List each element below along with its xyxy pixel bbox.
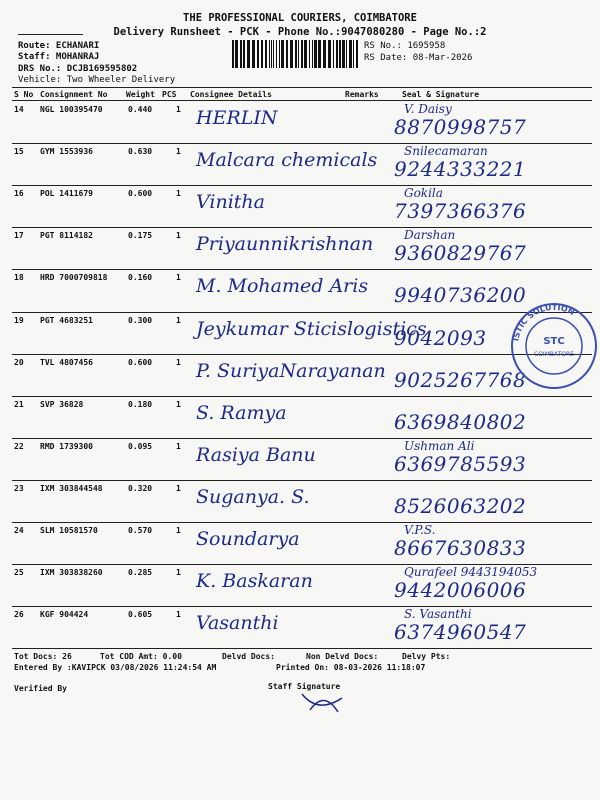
row-separator [12, 185, 592, 186]
row-signature-name: V.P.S. [404, 523, 436, 537]
total-cod: Tot COD Amt: 0.00 [100, 652, 182, 661]
row-separator [12, 396, 592, 397]
row-separator [12, 354, 592, 355]
route-scribble [18, 34, 83, 35]
row-consignee-handwritten: Suganya. S. [196, 485, 310, 508]
col-weight: Weight [126, 90, 155, 99]
row-phone-handwritten: 9025267768 [394, 367, 527, 392]
row-signature-name: Qurafeel 9443194053 [404, 565, 538, 580]
row-weight: 0.440 [128, 105, 153, 114]
row-sno: 24 [14, 526, 24, 535]
row-consignment-no: IXM 303844548 [40, 483, 103, 493]
row-phone-handwritten: 9940736200 [394, 283, 527, 308]
row-sno: 17 [14, 231, 24, 241]
printed-on: Printed On: 08-03-2026 11:18:07 [276, 663, 426, 672]
table-header-rule [12, 100, 592, 101]
row-consignee-handwritten: M. Mohamed Aris [196, 275, 369, 298]
rs-number: RS No.: 1695958 [364, 41, 446, 51]
row-separator [12, 269, 592, 270]
col-consignment: Consignment No [40, 90, 108, 99]
row-consignment-no: PGT 8114182 [40, 231, 93, 241]
company-seal [508, 300, 600, 392]
staff-label: Staff: MOHANRAJ [18, 52, 100, 62]
row-weight: 0.095 [128, 441, 153, 451]
delivery-points: Delvy Pts: [402, 652, 451, 661]
row-weight: 0.600 [128, 357, 153, 367]
company-title: THE PROFESSIONAL COURIERS, COIMBATORE [183, 12, 417, 24]
row-signature-name: S. Vasanthi [404, 607, 472, 622]
drs-label: DRS No.: DCJB169595802 [18, 64, 138, 74]
row-sno: 18 [14, 273, 24, 283]
row-phone-handwritten: 7397366376 [394, 199, 527, 224]
seal-city-text: COIMBATORE [534, 351, 574, 358]
row-phone-handwritten: 9042093 [394, 325, 487, 350]
row-separator [12, 227, 592, 228]
row-sno: 22 [14, 441, 24, 451]
row-consignee-handwritten: HERLIN [196, 107, 278, 129]
row-weight: 0.605 [128, 610, 153, 620]
row-consignee-handwritten: Jeykumar Sticislogistics [196, 317, 427, 340]
row-pcs: 1 [176, 231, 181, 241]
row-separator [12, 480, 592, 481]
row-sno: 23 [14, 483, 24, 493]
row-pcs: 1 [176, 105, 181, 114]
row-consignee-handwritten: Vasanthi [196, 612, 279, 635]
row-phone-handwritten: 6369785593 [394, 451, 527, 476]
total-docs: Tot Docs: 26 [14, 652, 72, 661]
non-delivered-docs: Non Delvd Docs: [306, 652, 379, 661]
col-consignee: Consignee Details [190, 90, 272, 99]
rs-date: RS Date: 08-Mar-2026 [364, 53, 473, 63]
row-sno: 25 [14, 568, 24, 578]
row-consignee-handwritten: Priyaunnikrishnan [196, 233, 374, 256]
row-consignment-no: RMD 1739300 [40, 441, 93, 451]
row-signature-name: V. Daisy [404, 102, 452, 116]
staff-signature-scribble [298, 688, 348, 720]
row-consignment-no: PGT 4683251 [40, 315, 93, 325]
row-consignment-no: SLM 10581570 [40, 526, 98, 535]
row-consignee-handwritten: P. SuriyaNarayanan [196, 359, 386, 382]
staff-signature-label: Staff Signature [268, 682, 341, 691]
row-consignee-handwritten: Malcara chemicals [196, 149, 378, 172]
entered-by: Entered By :KAVIPCK 03/08/2026 11:24:54 AM [14, 663, 217, 672]
row-phone-handwritten: 8526063202 [394, 493, 527, 518]
footer-rule [12, 648, 592, 649]
row-weight: 0.320 [128, 483, 153, 493]
row-signature-name: Snilecamaran [404, 144, 488, 159]
row-weight: 0.300 [128, 315, 153, 325]
row-separator [12, 522, 592, 523]
row-consignee-handwritten: Rasiya Banu [196, 443, 316, 466]
row-sno: 21 [14, 399, 24, 409]
row-pcs: 1 [176, 147, 181, 157]
row-weight: 0.160 [128, 273, 153, 283]
col-sno: S No [14, 90, 34, 99]
row-separator [12, 143, 592, 144]
row-pcs: 1 [176, 315, 181, 325]
seal-ring-text: ISTIC SOLUTION [511, 302, 576, 342]
row-sno: 20 [14, 357, 24, 367]
row-consignment-no: HRD 7000709818 [40, 273, 108, 283]
row-sno: 14 [14, 105, 24, 114]
seal-stamp-icon [508, 300, 600, 392]
row-pcs: 1 [176, 189, 181, 199]
delivered-docs: Delvd Docs: [222, 652, 275, 661]
row-pcs: 1 [176, 526, 181, 535]
row-signature-name: Gokila [404, 186, 443, 201]
row-phone-handwritten: 9244333221 [394, 157, 527, 182]
row-signature-name: Darshan [404, 228, 456, 243]
row-pcs: 1 [176, 441, 181, 451]
row-pcs: 1 [176, 357, 181, 367]
row-phone-handwritten: 9360829767 [394, 241, 527, 266]
row-pcs: 1 [176, 568, 181, 578]
vehicle-label: Vehicle: Two Wheeler Delivery [18, 75, 176, 85]
row-separator [12, 438, 592, 439]
row-pcs: 1 [176, 273, 181, 283]
row-weight: 0.630 [128, 147, 153, 157]
seal-center-text: STC [543, 336, 565, 347]
signature-scribble-icon [298, 688, 348, 716]
row-sno: 26 [14, 610, 24, 620]
row-weight: 0.180 [128, 399, 153, 409]
row-phone-handwritten: 8667630833 [394, 536, 527, 560]
row-sno: 15 [14, 147, 24, 157]
runsheet-subtitle: Delivery Runsheet - PCK - Phone No.:9047080280 - Page No.:2 [113, 26, 487, 38]
row-pcs: 1 [176, 483, 181, 493]
verified-by: Verified By [14, 684, 67, 693]
barcode [232, 40, 360, 68]
row-weight: 0.285 [128, 568, 153, 578]
row-consignment-no: TVL 4807456 [40, 357, 93, 367]
row-consignment-no: KGF 904424 [40, 610, 89, 620]
barcode-icon [232, 40, 360, 68]
col-remarks: Remarks [345, 90, 379, 99]
row-consignment-no: POL 1411679 [40, 189, 93, 199]
row-consignment-no: GYM 1553936 [40, 147, 93, 157]
row-weight: 0.600 [128, 189, 153, 199]
row-consignee-handwritten: Vinitha [196, 191, 265, 214]
row-phone-handwritten: 8870998757 [394, 115, 527, 139]
route-label: Route: ECHANARI [18, 41, 100, 51]
col-pcs: PCS [162, 90, 177, 99]
row-consignment-no: SVP 36828 [40, 399, 84, 409]
row-pcs: 1 [176, 399, 181, 409]
row-sno: 19 [14, 315, 24, 325]
row-consignee-handwritten: Soundarya [196, 528, 300, 550]
row-separator [12, 312, 592, 313]
row-separator [12, 606, 592, 607]
row-consignee-handwritten: S. Ramya [196, 401, 287, 424]
row-phone-handwritten: 6369840802 [394, 409, 527, 434]
row-consignment-no: IXM 303838260 [40, 568, 103, 578]
row-pcs: 1 [176, 610, 181, 620]
col-seal: Seal & Signature [402, 90, 480, 99]
row-phone-handwritten: 6374960547 [394, 620, 527, 645]
table-top-rule [12, 87, 592, 88]
row-phone-handwritten: 9442006006 [394, 578, 527, 603]
row-weight: 0.570 [128, 526, 153, 535]
row-consignment-no: NGL 100395470 [40, 105, 103, 114]
row-consignee-handwritten: K. Baskaran [196, 570, 313, 593]
row-sno: 16 [14, 189, 24, 199]
row-signature-name: Ushman Ali [404, 438, 475, 453]
row-weight: 0.175 [128, 231, 153, 241]
